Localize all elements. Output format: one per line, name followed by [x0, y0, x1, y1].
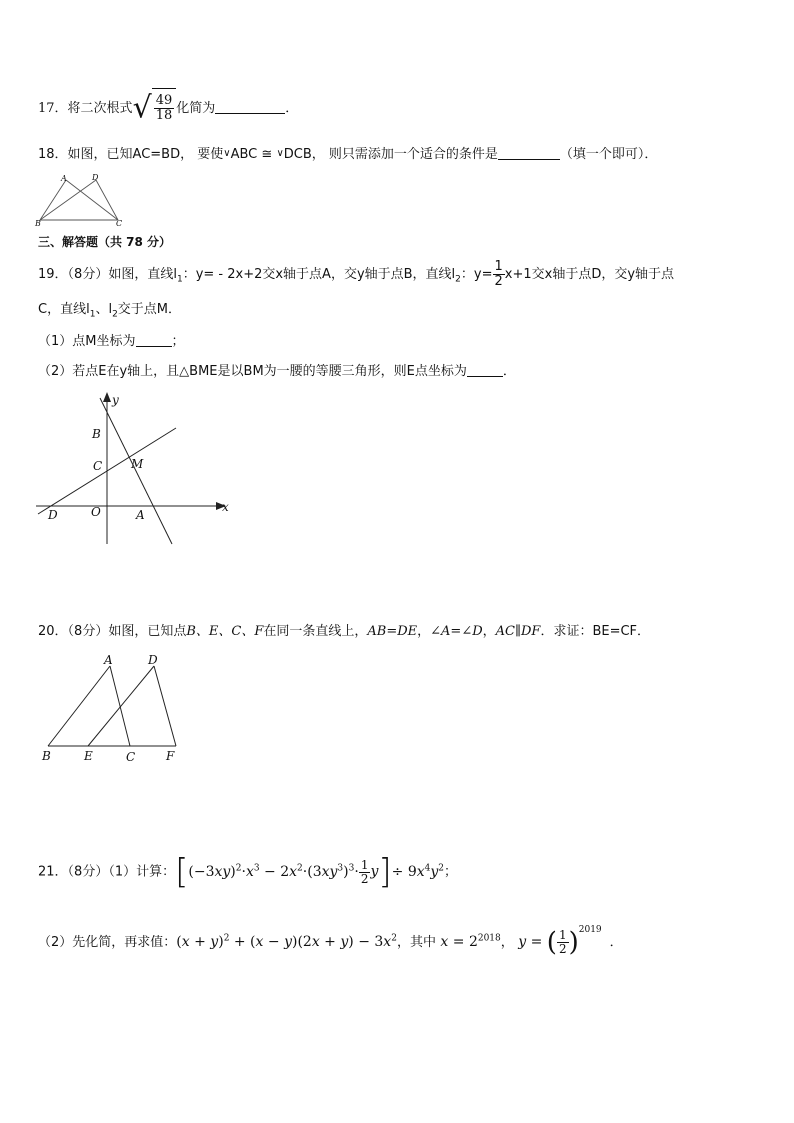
q20-number: 20．: [38, 624, 68, 639]
q21-expr1-div: ÷ $9x^4y^2$: [391, 863, 445, 880]
q18-seg-dc: [96, 180, 118, 220]
q21-part1-end: ；: [444, 864, 458, 880]
q18-text-a: 如图，已知AC=BD， 要使: [67, 147, 224, 162]
q21-score: （8分）: [67, 864, 109, 880]
q19-part2-label: （2）若点E在y轴上，且△BME是以BM为一腰的等腰三角形，则E点坐标为: [38, 364, 467, 379]
q19-part2-blank[interactable]: [467, 363, 503, 377]
q19-score: （8分）: [67, 267, 109, 282]
q19-line2-c: 交于点M．: [117, 302, 182, 317]
q19-sub1: 1: [176, 274, 183, 285]
q20-cond2: ∠A=∠D: [430, 624, 483, 639]
q20-seg-ba: [48, 666, 110, 746]
q21-number: 21．: [38, 864, 68, 880]
q17-suffix: 化简为: [176, 101, 216, 116]
q18-label-d: D: [92, 173, 99, 182]
line-l1: [100, 398, 172, 544]
q20-sep2: ，: [482, 624, 496, 639]
q21-part2-sep: ，: [500, 935, 514, 950]
q19-label-b: B: [92, 427, 101, 441]
q19-text-d: x+1交x轴于点D，交y轴于点: [504, 267, 675, 282]
left-bracket-icon: [: [175, 852, 189, 893]
q19-label-a: A: [136, 508, 145, 522]
q19-line2: [38, 300, 181, 325]
q20-score: （8分）: [67, 624, 109, 639]
q21-x-exp: 2018: [477, 933, 501, 944]
q18-tri1: ABC: [230, 147, 258, 162]
q20: [38, 622, 650, 642]
q19-part1-label: （1）点M坐标为: [38, 334, 136, 349]
q17-sqrt-den: 18: [155, 108, 173, 123]
q21-y-exp: 2019: [578, 925, 602, 935]
q19-frac-num: 1: [494, 259, 503, 275]
q19-part1-end: ；: [171, 334, 185, 349]
q19-frac: [493, 260, 505, 288]
q17-sqrt: [133, 88, 177, 129]
q20-seg-df: [154, 666, 176, 746]
section-3-title: 三、解答题（共 78 分）: [38, 235, 172, 249]
triangle-icon: ∨: [223, 148, 231, 159]
left-paren-icon: (: [546, 927, 557, 958]
right-paren-icon: ): [568, 927, 579, 958]
q18-label-c: C: [116, 219, 123, 228]
q19-label-o: O: [91, 505, 101, 519]
y-axis-arrow-icon: [103, 392, 111, 402]
q21-x-value: $x = 2^{2018}$: [440, 933, 501, 950]
q20-label-a: A: [104, 653, 113, 667]
q19-text-b: ：y= - 2x+2交x轴于点A，交y轴于点B，直线l: [182, 267, 456, 282]
q20-figure: [38, 652, 188, 766]
q18-answer-blank[interactable]: [498, 146, 560, 160]
q20-cond1: AB=DE: [367, 624, 418, 639]
q19-number: 19．: [38, 267, 68, 282]
q21-expr1: $(-3xy)^2\cdot x^3 - 2x^2\cdot(3xy^3)^3\cdot$: [188, 863, 359, 880]
q20-sep1: ，: [417, 624, 431, 639]
q20-label-b: B: [42, 749, 51, 763]
q18-label-b: B: [35, 219, 41, 228]
q18: [38, 144, 657, 165]
q18-number: 18．: [38, 147, 68, 162]
q18-label-a: A: [61, 174, 67, 183]
q21-part2-label: （2）先化简，再求值：: [38, 935, 177, 950]
q18-text-b: ， 则只需添加一个适合的条件是: [311, 147, 498, 162]
q20-text-a: 如图，已知点: [108, 624, 187, 639]
q17-number: 17．: [38, 101, 68, 116]
q19-figure: [34, 392, 234, 548]
q19-label-m: M: [131, 457, 144, 471]
q17-prefix: 将二次根式: [67, 101, 133, 116]
q18-seg-ac: [66, 180, 118, 220]
q19-text-a: 如图，直线l: [108, 267, 177, 282]
q21-part1-label: （1）计算：: [108, 864, 176, 880]
q21-expr1-y: y: [370, 863, 379, 880]
q18-text-c: （填一个即可）．: [559, 147, 658, 162]
q20-label-d: D: [148, 653, 158, 667]
q20-points: B、E、C、F: [186, 624, 264, 639]
q19-label-d: D: [48, 508, 58, 522]
q19-part2: [38, 362, 516, 382]
q18-tri2: DCB: [283, 147, 312, 162]
right-bracket-icon: ]: [378, 852, 392, 893]
q21-y-value: y =: [518, 934, 547, 950]
q20-label-e: E: [84, 749, 93, 763]
q20-cond3: AC∥DF: [495, 624, 541, 639]
q19-label-y: y: [112, 393, 119, 407]
q21-y-frac: $\frac{1}{2}$: [558, 928, 567, 956]
q19-part1-blank[interactable]: [136, 333, 172, 347]
q20-seg-ac: [110, 666, 130, 746]
q20-text-c: ．求证：BE=CF．: [540, 624, 651, 639]
q20-seg-ed: [88, 666, 154, 746]
q18-seg-ba: [40, 180, 66, 220]
q19-label-x: x: [222, 500, 229, 514]
q18-seg-bd: [40, 180, 96, 220]
q17: [38, 88, 298, 128]
q18-figure: [34, 172, 126, 228]
triangle-icon: ∨: [276, 148, 284, 159]
q21-part2-end: ．: [609, 935, 623, 950]
q21-part2-mid: ，其中: [396, 935, 436, 950]
q19-sub2: 2: [455, 274, 461, 285]
q19-part1: [38, 332, 185, 352]
q19-line2-a: C，直线l: [38, 302, 90, 317]
q19-text-c: ：y=: [460, 267, 493, 282]
q20-label-f: F: [166, 749, 175, 763]
q17-sqrt-num: 49: [155, 93, 173, 109]
q17-answer-blank[interactable]: [215, 100, 285, 114]
q19-line1: [38, 258, 674, 292]
q19-label-c: C: [93, 459, 103, 473]
q20-text-b: 在同一条直线上，: [263, 624, 368, 639]
q21-part2: [38, 910, 623, 958]
q19-part2-end: ．: [502, 364, 516, 379]
q21-part1: [38, 848, 458, 893]
q20-label-c: C: [126, 750, 136, 764]
q19-frac-den: 2: [494, 274, 503, 289]
sqrt-icon: √: [132, 90, 152, 126]
q19-line2-b: 、l: [95, 302, 113, 317]
q19-line2-sub1: 1: [89, 309, 96, 320]
q17-end: ．: [285, 101, 299, 116]
q19-line2-sub2: 2: [112, 309, 118, 320]
q21-expr2: $(x + y)^2 + (x - y)(2x + y) - 3x^2$: [176, 933, 397, 950]
q18-congruent: ≅: [261, 147, 273, 162]
q21-frac-half: $\frac{1}{2}$: [360, 858, 369, 886]
